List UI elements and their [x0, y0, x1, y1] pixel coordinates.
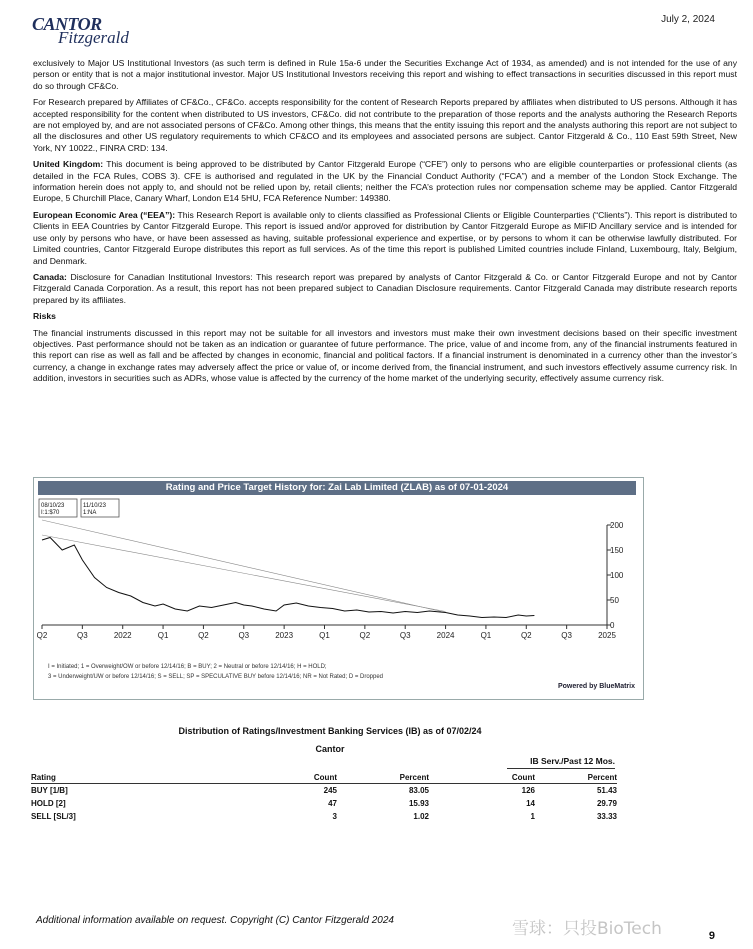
- paragraph-us-investors: exclusively to Major US Institutional Investors (as such term is defined in Rule 15a-6 under the Securities Exchange Act of 1934, as amended) and is not intended for the use of any person or entity that is not a major institutional investor. Major US Institutional Investors receiving this report and wishing to effect transactions in securities discussed in this report must do so through CF&Co.: [33, 58, 737, 91]
- report-date: July 2, 2024: [661, 14, 715, 25]
- y-tick-label: 50: [610, 596, 619, 605]
- ib-percent-cell: 29.79: [596, 799, 617, 808]
- y-tick-label: 200: [610, 521, 624, 530]
- col-count: Count: [313, 773, 337, 782]
- table-row: [31, 797, 617, 810]
- x-tick-label: 2022: [113, 631, 132, 640]
- x-tick-label: Q2: [359, 631, 371, 640]
- col-ib-percent: Percent: [587, 773, 617, 782]
- page-number: 9: [708, 930, 715, 942]
- ratings-distribution-table: [31, 755, 617, 823]
- chart-legend-line1: I = Initiated; 1 = Overweight/OW or before 12/14/16; B = BUY; 2 = Neutral or before 12/14/16; H = HOLD;: [48, 664, 327, 670]
- percent-cell: 1.02: [413, 812, 429, 821]
- y-tick-label: 100: [610, 571, 624, 580]
- table-row: [31, 784, 617, 797]
- chart-legend-line2: 3 = Underweight/UW or before 12/14/16; S = SELL; SP = SPECULATIVE BUY before 12/14/16; NR = Not Rated; D = Dropped: [48, 674, 384, 680]
- x-tick-label: Q2: [520, 631, 532, 640]
- ib-percent-cell: 33.33: [596, 812, 617, 821]
- x-tick-label: Q3: [77, 631, 88, 640]
- eea-label: European Economic Area (“EEA”):: [33, 209, 176, 220]
- percent-cell: 83.05: [408, 786, 429, 795]
- count-cell: 3: [332, 812, 337, 821]
- x-tick-label: Q2: [36, 631, 48, 640]
- risks-heading: [33, 311, 737, 322]
- count-cell: 245: [323, 786, 337, 795]
- rating-flag-code: I:1:$70: [41, 510, 60, 516]
- x-tick-label: Q3: [561, 631, 572, 640]
- table-header-rule: [31, 783, 617, 784]
- y-tick-label: 150: [610, 546, 624, 555]
- price-series-line: [42, 538, 534, 618]
- rating-cell: SELL [SL/3]: [31, 812, 76, 821]
- x-tick-label: 2023: [275, 631, 294, 640]
- risks-heading-text: Risks: [33, 311, 56, 322]
- rating-flag-date: 08/10/23: [41, 503, 65, 509]
- price-target-line: [42, 535, 446, 612]
- rating-flag-code: 1:NA: [83, 510, 97, 516]
- watermark: 雪球：只投BioTech: [512, 919, 662, 939]
- x-tick-label: 2025: [598, 631, 616, 640]
- rating-flag-date: 11/10/23: [83, 503, 106, 509]
- table-row: [31, 810, 617, 823]
- rating-cell: HOLD [2]: [31, 799, 66, 808]
- paragraph-uk: [33, 159, 737, 205]
- percent-cell: 15.93: [408, 799, 429, 808]
- paragraph-affiliates: For Research prepared by Affiliates of CF&Co., CF&Co. accepts responsibility for the content of Research Reports prepared by affiliates when distributed to US persons. Although it has accepted responsibility for the content when distributed to US investors, CF&Co. did not contribute to the preparation of those reports and the analysts authoring the Research Reports are not employed by, and are not associated persons of CF&Co. Among other things, this means that the entity issuing this report and the analysts authoring this report are not subject to all the disclosures and other US regulatory requirements to which CF&CO and its employees and associated persons are subject. Cantor Fitzgerald & Co., 110 East 59th Street, New York, NY 10022., FINRA CRD: 134.: [33, 97, 737, 153]
- rating-price-target-chart: [33, 477, 644, 700]
- ib-count-cell: 14: [526, 799, 535, 808]
- price-target-line: [42, 520, 446, 613]
- disclosure-text: [33, 58, 737, 390]
- col-ib-count: Count: [511, 773, 535, 782]
- uk-text: This document is being approved to be distributed by Cantor Fitzgerald Europe (“CFE”) only to persons who are eligible counterparties or professional clients (as detailed in the FCA Rules, COBS 3). CFE is authorised and regulated in the UK by the Financial Conduct Authority (“FCA”) and a member of the London Stock Exchange. The information herein does not apply to, and should not be relied upon by, retail clients; neither the FCA’s protection rules nor compensation scheme may be applied. Cantor Fitzgerald Europe, 5 Churchill Place, Canary Wharf, London E14 5HU, FCA Reference Number: 149380.: [33, 159, 737, 204]
- ib-count-cell: 126: [521, 786, 535, 795]
- x-tick-label: Q1: [157, 631, 169, 640]
- count-cell: 47: [328, 799, 337, 808]
- x-tick-label: 2024: [436, 631, 455, 640]
- canada-text: Disclosure for Canadian Institutional Investors: This research report was prepared by analysts of Cantor Fitzgerald & Co. or Cantor Fitzgerald Europe and not by Cantor Fitzgerald Canada Corporation. As a result, this report has not been prepared subject to Canadian Disclosure requirements. Cantor Fitzgerald Canada may distribute research reports prepared by its affiliates.: [33, 271, 737, 305]
- logo-text-cantor: CANTOR: [32, 14, 102, 34]
- logo-text-fitzgerald: Fitzgerald: [58, 28, 129, 47]
- x-tick-label: Q2: [198, 631, 209, 640]
- ib-count-cell: 1: [530, 812, 535, 821]
- x-tick-label: Q1: [319, 631, 330, 640]
- y-tick-label: 0: [610, 621, 615, 630]
- x-tick-label: Q1: [480, 631, 492, 640]
- uk-label: United Kingdom:: [33, 159, 104, 170]
- powered-by-bluematrix: Powered by BlueMatrix: [557, 683, 635, 690]
- paragraph-eea: [33, 210, 737, 267]
- footer-note: Additional information available on request. Copyright (C) Cantor Fitzgerald 2024: [36, 915, 394, 926]
- x-tick-label: Q3: [238, 631, 250, 640]
- ib-services-header: IB Serv./Past 12 Mos.: [530, 756, 615, 766]
- col-percent: Percent: [399, 773, 429, 782]
- paragraph-canada: [33, 272, 737, 306]
- ib-percent-cell: 51.43: [596, 786, 617, 795]
- chart-title: Rating and Price Target History for: Zai Lab Limited (ZLAB) as of 07-01-2024: [38, 481, 636, 495]
- canada-label: Canada:: [33, 271, 67, 282]
- distribution-title: Distribution of Ratings/Investment Banking Services (IB) as of 07/02/24: [178, 726, 482, 736]
- x-tick-label: Q3: [399, 631, 411, 640]
- cantor-fitzgerald-logo: [32, 14, 142, 47]
- eea-text: This Research Report is available only to clients classified as Professional Clients or Eligible Counterparties (“Clients”). This report is distributed to Clients in EEA Countries by Cantor Fitzgerald Europe. This report is issued and/or approved for distribution by Cantor Fitzgerald Europe as MiFID Ancillary service and is intended for use only by persons who have, or have been assessed as having, suitable professional experience and expertise, or by persons to whom it can be otherwise lawfully distributed. For Limited countries, Cantor Fitzgerald Europe distributes this report as full services. As of the time this report is published Limited countries include Finland, Luxembourg, Italy, Belgium, and Denmark.: [33, 209, 737, 266]
- rating-cell: BUY [1/B]: [31, 786, 68, 795]
- paragraph-risks: The financial instruments discussed in this report may not be suitable for all investors and investors must make their own investment decisions based on their specific investment objectives. Past performance should not be taken as an indication or guarantee of future performance. The price, value of and income from, any of the financial instruments featured in this report can rise as well as fall and be affected by changes in economic, financial and political factors. If a financial instrument is denominated in a currency other than the investor’s currency, a change in exchange rates may adversely affect the price or value of, or income derived from, the financial instrument, and such investors effectively assume currency risk. In addition, investors in securities such as ADRs, whose value is affected by the currency of the home market of the underlying security, effectively assume currency risk.: [33, 327, 737, 384]
- col-rating: Rating: [31, 773, 56, 782]
- distribution-group-label: Cantor: [315, 744, 345, 754]
